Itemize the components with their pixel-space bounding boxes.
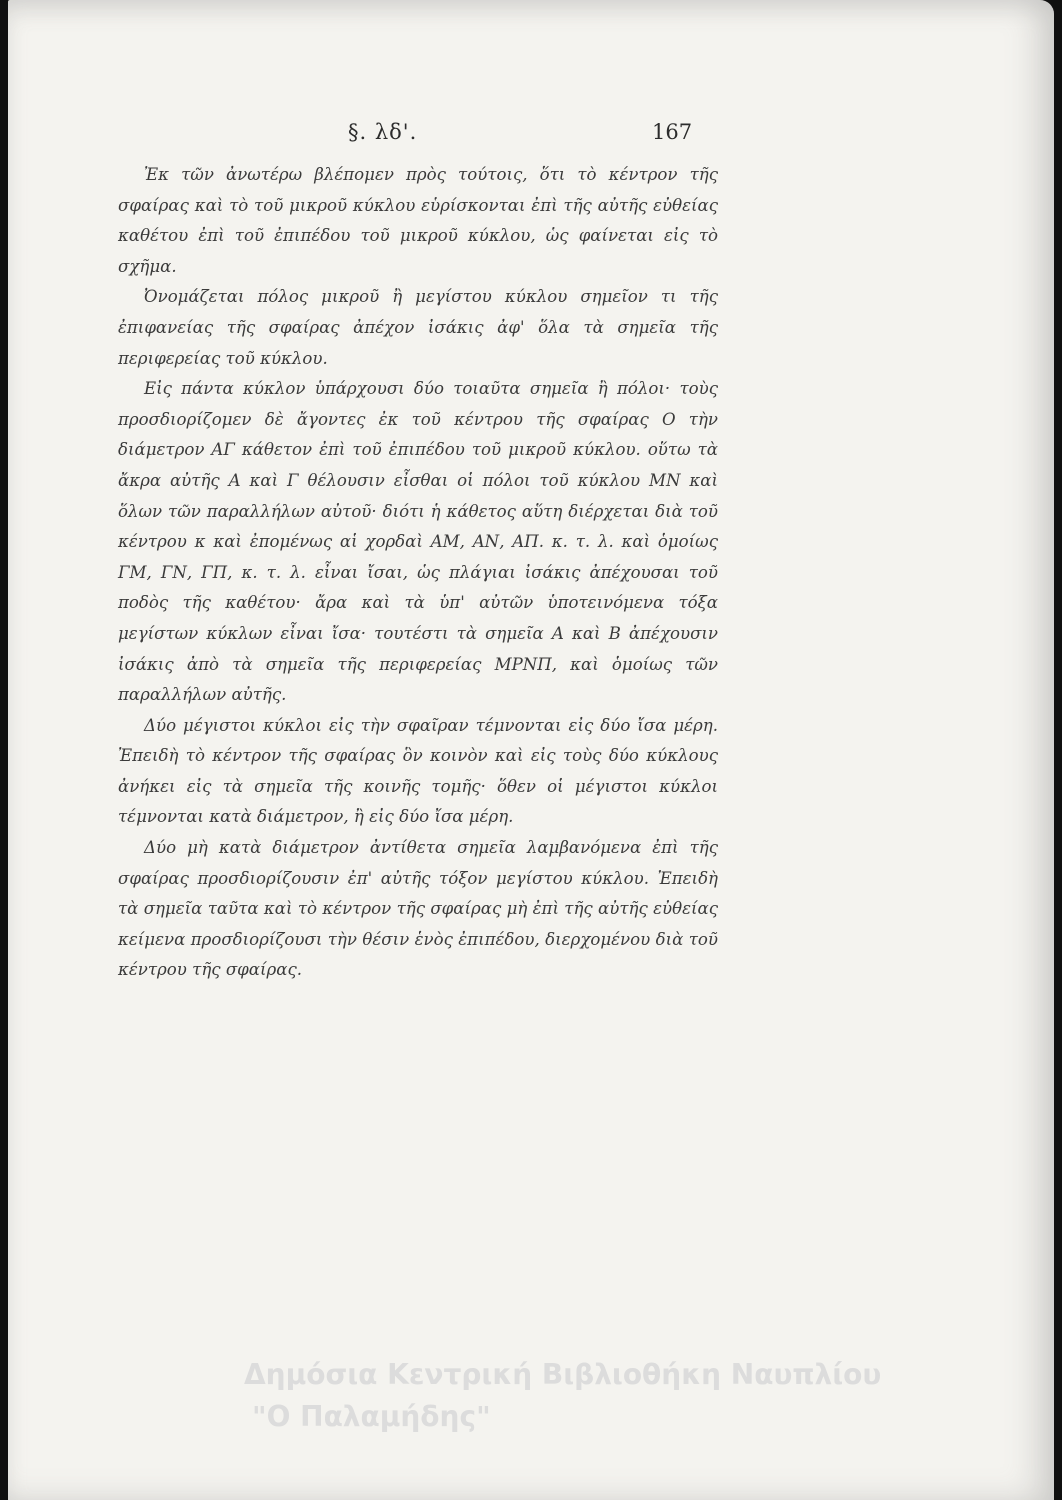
paragraph-3: Εἰς πάντα κύκλον ὑπάρχουσι δύο τοιαῦτα σημεῖα ἢ πόλοι· τοὺς προσδιορίζομεν δὲ ἄγοντες ἐκ τοῦ κέντρου τῆς σφαίρας Ο τὴν διάμετρον ΑΓ κάθετον ἐπὶ τοῦ ἐπιπέδου τοῦ μικροῦ κύκλου. οὕτω τὰ ἄκρα αὐτῆς Α καὶ Γ θέλουσιν εἶσθαι οἱ πόλοι τοῦ κύκλου ΜΝ καὶ ὅλων τῶν παραλλήλων αὐτοῦ· διότι ἡ κάθετος αὕτη διέρχεται διὰ τοῦ κέντρου κ καὶ ἐπομένως αἱ χορδαὶ ΑΜ, ΑΝ, ΑΠ. κ. τ. λ. καὶ ὁμοίως ΓΜ, ΓΝ, ΓΠ, κ. τ. λ. εἶναι ἴσαι, ὡς πλάγιαι ἰσάκις ἀπέχουσαι τοῦ ποδὸς τῆς καθέτου· ἄρα καὶ τὰ ὑπ' αὐτῶν ὑποτεινόμενα τόξα μεγίστων κύκλων εἶναι ἴσα· τουτέστι τὰ σημεῖα Α καὶ Β ἀπέχουσιν ἰσάκις ἀπὸ τὰ σημεῖα τῆς περιφερείας ΜΡΝΠ, καὶ ὁμοίως τῶν παραλλήλων αὐτῆς. bbox=[118, 379, 718, 705]
library-watermark bbox=[244, 1354, 1034, 1438]
paragraph-1: Ἐκ τῶν ἀνωτέρω βλέπομεν πρὸς τούτοις, ὅτι τὸ κέντρον τῆς σφαίρας καὶ τὸ τοῦ μικροῦ κύκλου εὑρίσκονται ἐπὶ τῆς αὐτῆς εὐθείας καθέτου ἐπὶ τοῦ ἐπιπέδου τοῦ μικροῦ κύκλου, ὡς φαίνεται εἰς τὸ σχῆμα. bbox=[118, 165, 718, 276]
book-page bbox=[8, 0, 1054, 1500]
watermark-line-2: "Ο Παλαμήδης" bbox=[252, 1400, 491, 1433]
body-text bbox=[118, 160, 718, 986]
page-header bbox=[8, 120, 1054, 150]
paragraph-2: Ὀνομάζεται πόλος μικροῦ ἢ μεγίστου κύκλου σημεῖον τι τῆς ἐπιφανείας τῆς σφαίρας ἀπέχον ἰσάκις ἀφ' ὅλα τὰ σημεῖα τῆς περιφερείας τοῦ κύκλου. bbox=[118, 287, 718, 368]
paragraph-4: Δύο μέγιστοι κύκλοι εἰς τὴν σφαῖραν τέμνονται εἰς δύο ἴσα μέρη. Ἐπειδὴ τὸ κέντρον τῆς σφαίρας ὃν κοινὸν καὶ εἰς τοὺς δύο κύκλους ἀνήκει εἰς τὰ σημεῖα τῆς κοινῆς τομῆς· ὅθεν οἱ μέγιστοι κύκλοι τέμνονται κατὰ διάμετρον, ἢ εἰς δύο ἴσα μέρη. bbox=[118, 715, 718, 827]
paragraph-5: Δύο μὴ κατὰ διάμετρον ἀντίθετα σημεῖα λαμβανόμενα ἐπὶ τῆς σφαίρας προσδιορίζουσιν ἐπ' αὐτῆς τόξον μεγίστου κύκλου. Ἐπειδὴ τὰ σημεῖα ταῦτα καὶ τὸ κέντρον τῆς σφαίρας μὴ ἐπὶ τῆς αὐτῆς εὐθείας κείμενα προσδιορίζουσι τὴν θέσιν ἑνὸς ἐπιπέδου, διερχομένου διὰ τοῦ κέντρου τῆς σφαίρας. bbox=[118, 838, 718, 980]
section-heading: §. λδ'. bbox=[348, 120, 418, 144]
page-number: 167 bbox=[652, 120, 693, 144]
watermark-line-1: Δημόσια Κεντρική Βιβλιοθήκη Ναυπλίου bbox=[244, 1358, 882, 1391]
